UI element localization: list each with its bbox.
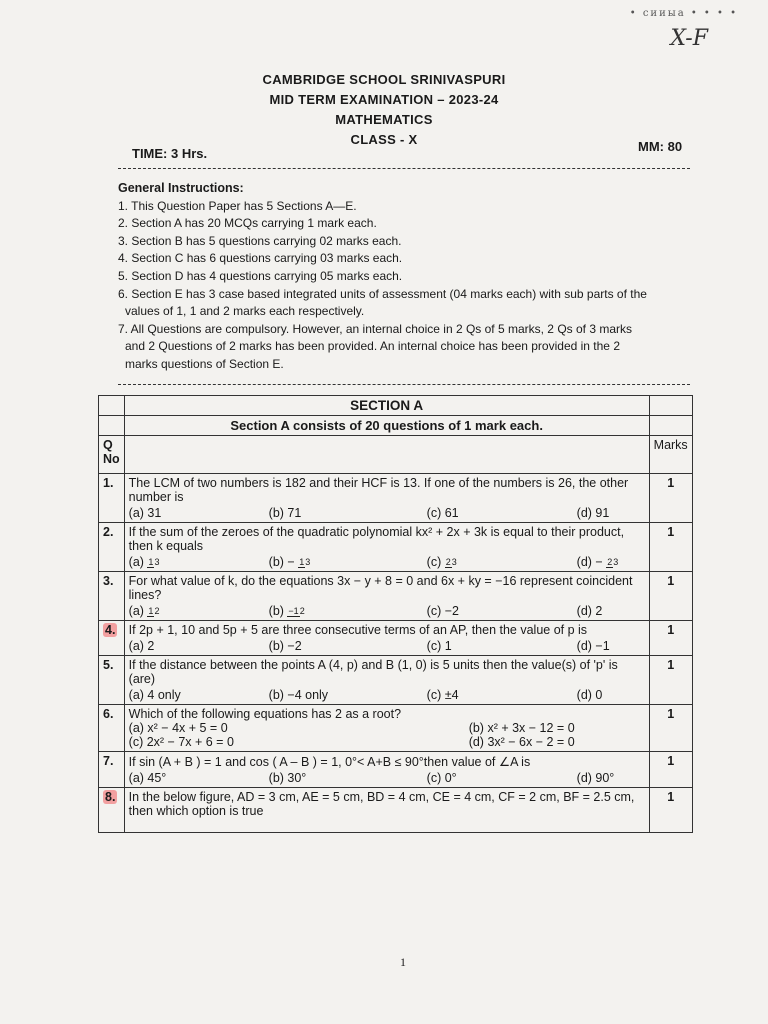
- highlight: 8.: [105, 790, 116, 804]
- fraction: 13: [299, 556, 311, 567]
- page-number: 1: [400, 955, 406, 969]
- question-number: 1.: [99, 474, 125, 523]
- option-d: (d) −1: [576, 639, 610, 653]
- table-row: [99, 788, 693, 833]
- question-cell: [124, 656, 649, 705]
- option-c: (c) 23: [426, 555, 457, 569]
- question-text: If the distance between the points A (4, p) and B (1, 0) is 5 units then the value(s) of 'p' is (are): [128, 658, 618, 686]
- question-cell: [124, 621, 649, 656]
- corner-handwriting: • сииыа • • • •: [629, 8, 738, 19]
- fraction: 12: [148, 605, 160, 616]
- option-a: (a) 2: [128, 639, 155, 653]
- instruction-item: 1. This Question Paper has 5 Sections A—E.: [118, 198, 357, 213]
- option-b: (b) 30°: [268, 771, 307, 785]
- question-text: In the below figure, AD = 3 cm, AE = 5 cm, BD = 4 cm, CE = 4 cm, CF = 2 cm, BF = 2.5 cm, then which option is true: [128, 790, 635, 818]
- blank-cell: [99, 396, 125, 416]
- question-cell: [124, 523, 649, 572]
- subject-name: MATHEMATICS: [335, 112, 433, 127]
- option-d: (d) 91: [576, 506, 610, 520]
- exam-header: [0, 70, 768, 150]
- question-number: 5.: [99, 656, 125, 705]
- option-a: (a) 13: [128, 555, 160, 569]
- option-c: (c) ±4: [426, 688, 459, 702]
- option-d: (d) − 23: [576, 555, 619, 569]
- option-d: (d) 3x² − 6x − 2 = 0: [468, 735, 575, 749]
- options-row: [129, 639, 645, 653]
- fraction: −12: [288, 605, 305, 616]
- instruction-item: 6. Section E has 3 case based integrated units of assessment (04 marks each) with sub parts of the: [118, 286, 647, 301]
- instruction-item: 5. Section D has 4 questions carrying 05 marks each.: [118, 268, 403, 283]
- question-number: [99, 788, 125, 833]
- question-table: [98, 395, 693, 833]
- option-c: (c) 1: [426, 639, 452, 653]
- question-marks: 1: [649, 752, 692, 788]
- option-a: (a) 31: [128, 506, 162, 520]
- blank-cell: [649, 416, 692, 436]
- table-row: [99, 656, 693, 705]
- question-text: For what value of k, do the equations 3x − y + 8 = 0 and 6x + ky = −16 represent coincident lines?: [128, 574, 633, 602]
- instructions-title: General Instructions:: [118, 181, 244, 195]
- section-subtitle: Section A consists of 20 questions of 1 mark each.: [124, 416, 649, 436]
- instruction-item: 7. All Questions are compulsory. However, an internal choice in 2 Qs of 5 marks, 2 Qs of 3 marks: [118, 321, 632, 336]
- section-title: SECTION A: [124, 396, 649, 416]
- table-row: [99, 752, 693, 788]
- question-cell: [124, 572, 649, 621]
- option-c: (c) 0°: [426, 771, 457, 785]
- question-marks: 1: [649, 572, 692, 621]
- col-header-marks: Marks: [649, 436, 692, 474]
- table-row: [99, 474, 693, 523]
- option-c: (c) −2: [426, 604, 459, 618]
- options-row: [129, 771, 645, 785]
- question-number: [99, 621, 125, 656]
- question-marks: 1: [649, 621, 692, 656]
- table-row: [99, 705, 693, 752]
- divider-top: [118, 168, 690, 169]
- school-name: CAMBRIDGE SCHOOL SRINIVASPURI: [262, 72, 506, 87]
- blank-cell: [649, 396, 692, 416]
- class-name: CLASS - X: [350, 132, 418, 147]
- table-row: [99, 572, 693, 621]
- option-b: (b) x² + 3x − 12 = 0: [468, 721, 575, 735]
- blank-cell: [124, 436, 649, 474]
- table-row: [99, 621, 693, 656]
- instruction-item: 3. Section B has 5 questions carrying 02 marks each.: [118, 233, 402, 248]
- exam-name: MID TERM EXAMINATION – 2023-24: [269, 92, 499, 107]
- instruction-continued: and 2 Questions of 2 marks has been provided. An internal choice has been provided in the 2: [125, 339, 620, 354]
- question-number: 6.: [99, 705, 125, 752]
- question-number: 3.: [99, 572, 125, 621]
- question-cell: [124, 788, 649, 833]
- option-b: (b) −12: [268, 604, 305, 618]
- col-header-qno: Q No: [99, 436, 125, 474]
- question-cell: [124, 705, 649, 752]
- question-number: 2.: [99, 523, 125, 572]
- question-text: If sin (A + B ) = 1 and cos ( A – B ) = 1, 0°< A+B ≤ 90°then value of ∠A is: [128, 755, 531, 769]
- fraction: 23: [445, 556, 457, 567]
- option-c: (c) 2x² − 7x + 6 = 0: [128, 735, 234, 749]
- option-a: (a) x² − 4x + 5 = 0: [128, 721, 228, 735]
- general-instructions: [118, 180, 698, 374]
- question-marks: 1: [649, 474, 692, 523]
- fraction: 23: [607, 556, 619, 567]
- option-c: (c) 61: [426, 506, 459, 520]
- option-a: (a) 4 only: [128, 688, 181, 702]
- instruction-continued: values of 1, 1 and 2 marks each respectively.: [125, 304, 365, 319]
- options-row: [129, 506, 645, 520]
- instruction-item: 2. Section A has 20 MCQs carrying 1 mark each.: [118, 216, 377, 231]
- option-d: (d) 0: [576, 688, 603, 702]
- option-b: (b) −4 only: [268, 688, 329, 702]
- question-text: The LCM of two numbers is 182 and their HCF is 13. If one of the numbers is 26, the other number is: [128, 476, 629, 504]
- question-marks: 1: [649, 705, 692, 752]
- options-row: [129, 721, 645, 735]
- instruction-continued: marks questions of Section E.: [125, 356, 284, 371]
- fraction: 13: [148, 556, 160, 567]
- option-d: (d) 2: [576, 604, 603, 618]
- question-text: Which of the following equations has 2 as a root?: [128, 707, 402, 721]
- question-marks: 1: [649, 523, 692, 572]
- instruction-item: 4. Section C has 6 questions carrying 03 marks each.: [118, 251, 403, 266]
- option-a: (a) 45°: [128, 771, 167, 785]
- option-a: (a) 12: [128, 604, 160, 618]
- question-cell: [124, 474, 649, 523]
- option-d: (d) 90°: [576, 771, 615, 785]
- time-allowed: TIME: 3 Hrs.: [132, 146, 208, 161]
- question-number: 7.: [99, 752, 125, 788]
- option-b: (b) −2: [268, 639, 302, 653]
- options-row: [129, 555, 645, 569]
- options-row: [129, 688, 645, 702]
- options-row: [129, 604, 645, 618]
- options-row: [129, 735, 645, 749]
- max-marks: MM: 80: [638, 139, 683, 154]
- class-handwritten-mark: X-F: [670, 26, 708, 51]
- divider-bottom: [118, 384, 690, 385]
- highlight: 4.: [105, 623, 116, 637]
- question-text: If 2p + 1, 10 and 5p + 5 are three consecutive terms of an AP, then the value of p is: [128, 623, 588, 637]
- table-row: [99, 523, 693, 572]
- option-b: (b) 71: [268, 506, 302, 520]
- blank-cell: [99, 416, 125, 436]
- question-cell: [124, 752, 649, 788]
- question-text: If the sum of the zeroes of the quadratic polynomial kx² + 2x + 3k is equal to their product, then k equals: [128, 525, 625, 553]
- option-b: (b) − 13: [268, 555, 311, 569]
- question-marks: 1: [649, 788, 692, 833]
- question-marks: 1: [649, 656, 692, 705]
